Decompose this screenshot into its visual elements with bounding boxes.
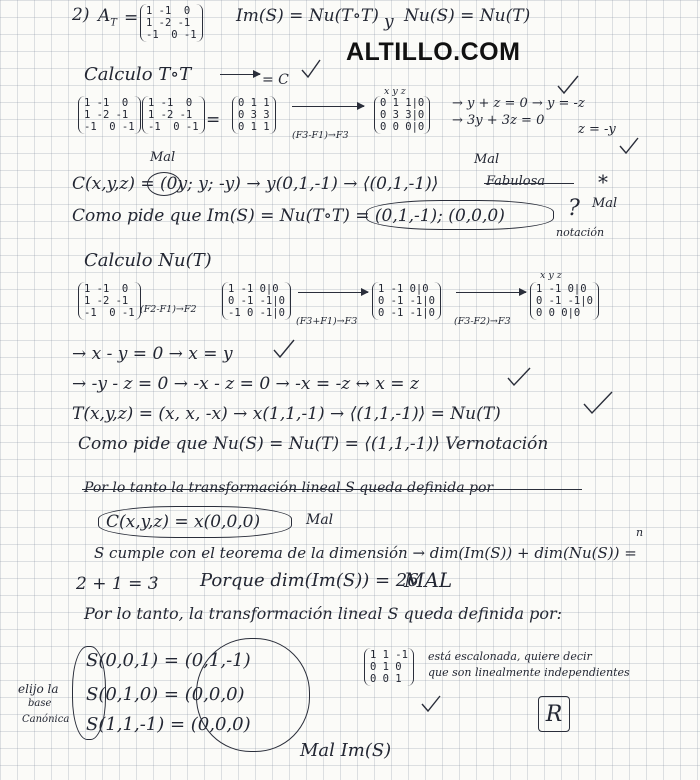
question-mark: ? [568,196,580,221]
struck-sentence: Por lo tanto la transformación lineal S queda definida por [84,480,494,496]
conj-y: y [384,12,394,32]
arrow-label-c: = C [262,72,289,88]
matrix-t1: 1 -1 0 1 -2 -1 -1 0 -1 [78,96,141,134]
at-label: $A_T$ [98,6,117,29]
grade-box [538,696,570,732]
arrow [456,292,526,293]
matrix-header-xyz: x y z [384,86,406,97]
watermark: ALTILLO.COM [346,38,521,66]
nu-s-text: Nu(S) = Nu(T) [404,6,531,26]
check-icon [420,694,442,714]
row-operation: (F3-F2)→F3 [454,316,511,327]
matrix-step-1: 1 -1 0|0 0 -1 -1|0 -1 0 -1|0 [222,282,291,320]
item-number: 2) [72,5,90,25]
matrix-c-reduced: 0 1 1|0 0 3 3|0 0 0 0|0 [374,96,430,134]
left-note-1: elijo la [18,682,59,696]
check-icon [618,136,640,156]
brace-mark [72,646,106,740]
grade-letter: R [545,701,563,727]
definition-s3: S(1,1,-1) = (0,0,0) [86,714,251,735]
left-note-3: Canónica [22,714,70,725]
matrix-c: 0 1 1 0 3 3 0 1 1 [232,96,276,134]
circle-mark [147,172,181,196]
check-icon [300,58,322,80]
grade-mark-mal-caps: MAL [404,568,453,592]
row-operation: (F2-F1)→F2 [140,304,197,315]
side-note-notacion: notación [556,226,605,239]
star-mark: * [598,170,608,194]
equals: = [206,110,221,130]
dimension-comment: Porque dim(Im(S)) = 26 [200,570,419,591]
arrow [292,106,364,107]
circle-mark [196,638,310,752]
matrix-t: 1 -1 0 1 -2 -1 -1 0 -1 [78,282,141,320]
im-s-text: Im(S) = Nu(T∘T) [236,6,379,26]
left-note-2: base [28,698,52,709]
row-operation: (F3+F1)→F3 [296,316,358,327]
check-icon [582,390,614,416]
grade-mark-mal: Mal [306,512,334,528]
check-icon [506,366,532,388]
dimension-sum: 2 + 1 = 3 [76,574,159,594]
at-equals: = [124,8,139,28]
system-eq-1: → y + z = 0 → y = -z [452,96,585,111]
hat-mark: n [636,526,644,539]
grade-mark-mal: Mal [474,152,500,167]
check-icon [272,338,296,360]
nu-line-2: → -y - z = 0 → -x - z = 0 → -x = -z ↔ x = z [72,374,419,394]
definition-s1: S(0,0,1) = (0,1,-1) [86,650,251,671]
row-operation: (F3-F1)→F3 [292,130,349,141]
check-icon [556,74,580,96]
como-pide-line-2: Como pide que Nu(S) = Nu(T) = ⟨(1,1,-1)⟩ Vernotación [78,434,549,454]
grade-mark-mal-im: Mal Im(S) [300,740,392,761]
c-zero-line: C(x,y,z) = x(0,0,0) [106,512,261,532]
arrow [220,74,260,75]
definition-s2: S(0,1,0) = (0,0,0) [86,684,245,705]
matrix-t2: 1 -1 0 1 -2 -1 -1 0 -1 [142,96,205,134]
matrix-step-2: 1 -1 0|0 0 -1 -1|0 0 -1 -1|0 [372,282,441,320]
struck-word: Fabulosa [486,174,545,189]
nu-line-1: → x - y = 0 → x = y [72,344,233,364]
circle-mark [98,506,292,538]
grade-mark-mal: Mal [150,150,176,165]
nu-line-3: T(x,y,z) = (x, x, -x) → x(1,1,-1) → ⟨(1,1,-1)⟩ = Nu(T) [72,404,501,424]
section-title-nu: Calculo Nu(T) [84,250,212,271]
system-eq-3: z = -y [578,122,616,137]
final-sentence: Por lo tanto, la transformación lineal S queda definida por: [84,604,562,623]
note-line-2: que son linealmente independientes [428,666,630,679]
matrix-step-3: 1 -1 0|0 0 -1 -1|0 0 0 0|0 [530,282,599,320]
strike-line [484,183,574,184]
matrix-header-xyz: x y z [540,270,562,281]
dimension-line: S cumple con el teorema de la dimensión → dim(Im(S)) + dim(Nu(S)) = [94,544,637,562]
small-matrix: 1 1 -1 0 1 0 0 0 1 [364,648,414,686]
note-line-1: está escalonada, quiere decir [428,650,592,663]
circle-mark [366,200,554,230]
como-pide-line-1: Como pide que Im(S) = Nu(T∘T) = (0,1,-1); (0,0,0) [72,206,505,226]
section-title-tot: Calculo T∘T [84,64,192,85]
matrix-at: 1 -1 0 1 -2 -1 -1 0 -1 [140,4,203,42]
system-eq-2: → 3y + 3z = 0 [452,113,545,128]
arrow [298,292,368,293]
strike-line [82,489,582,490]
side-note-mal: Mal [592,196,618,211]
c-xyz-line: C(x,y,z) = (0y; y; -y) → y(0,1,-1) → ⟨(0,1,-1)⟩ [72,174,439,194]
